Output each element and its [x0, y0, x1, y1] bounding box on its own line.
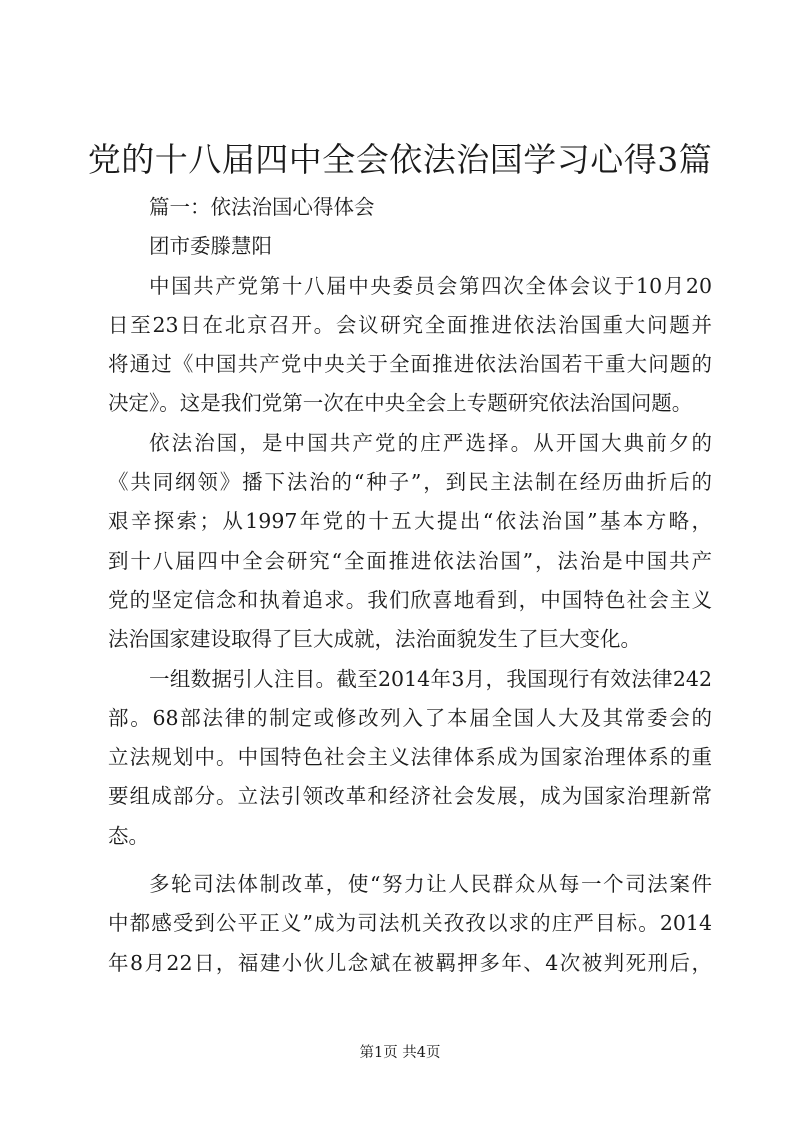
- paragraph-line: 决定》。这是我们党第一次在中央全会上专题研究依法治国问题。: [108, 391, 693, 416]
- paragraph-line: 一组数据引人注目。截至2014年3月，我国现行有效法律242: [149, 666, 712, 691]
- paragraph-line: 艰辛探索；从1997年党的十五大提出“依法治国”基本方略，: [108, 509, 712, 534]
- paragraph-line: 到十八届四中全会研究“全面推进依法治国”，法治是中国共产: [108, 548, 712, 573]
- paragraph-line: 中国共产党第十八届中央委员会第四次全体会议于10月20: [149, 273, 712, 298]
- paragraph-line: 部。68部法律的制定或修改列入了本届全国人大及其常委会的: [108, 705, 712, 730]
- paragraph-line: 态。: [108, 823, 149, 848]
- paragraph-line: 多轮司法体制改革，使“努力让人民群众从每一个司法案件: [149, 872, 712, 897]
- paragraph-line: 年8月22日，福建小伙儿念斌在被羁押多年、4次被判死刑后，: [108, 950, 712, 975]
- paragraph-line: 日至23日在北京召开。会议研究全面推进依法治国重大问题并: [108, 312, 712, 337]
- paragraph-line: 要组成部分。立法引领改革和经济社会发展，成为国家治理新常: [108, 784, 712, 809]
- paragraph-line: 立法规划中。中国特色社会主义法律体系成为国家治理体系的重: [108, 745, 712, 770]
- paragraph-line: 中都感受到公平正义”成为司法机关孜孜以求的庄严目标。2014: [108, 911, 712, 936]
- document-title: 党的十八届四中全会依法治国学习心得3篇: [87, 140, 713, 179]
- document-body: [108, 188, 712, 983]
- paragraph-line: 法治国家建设取得了巨大成就，法治面貌发生了巨大变化。: [108, 627, 641, 652]
- author-line: 团市委滕慧阳: [149, 234, 272, 259]
- paragraph-line: 党的坚定信念和执着追求。我们欣喜地看到，中国特色社会主义: [108, 587, 712, 612]
- paragraph-line: 《共同纲领》播下法治的“种子”，到民主法制在经历曲折后的: [108, 470, 712, 495]
- paragraph-line: 依法治国，是中国共产党的庄严选择。从开国大典前夕的: [149, 430, 712, 455]
- page-indicator: 第1页 共4页: [359, 1045, 441, 1061]
- section-heading: 篇一：依法治国心得体会: [149, 195, 375, 219]
- paragraph-line: 将通过《中国共产党中央关于全面推进依法治国若干重大问题的: [108, 352, 712, 377]
